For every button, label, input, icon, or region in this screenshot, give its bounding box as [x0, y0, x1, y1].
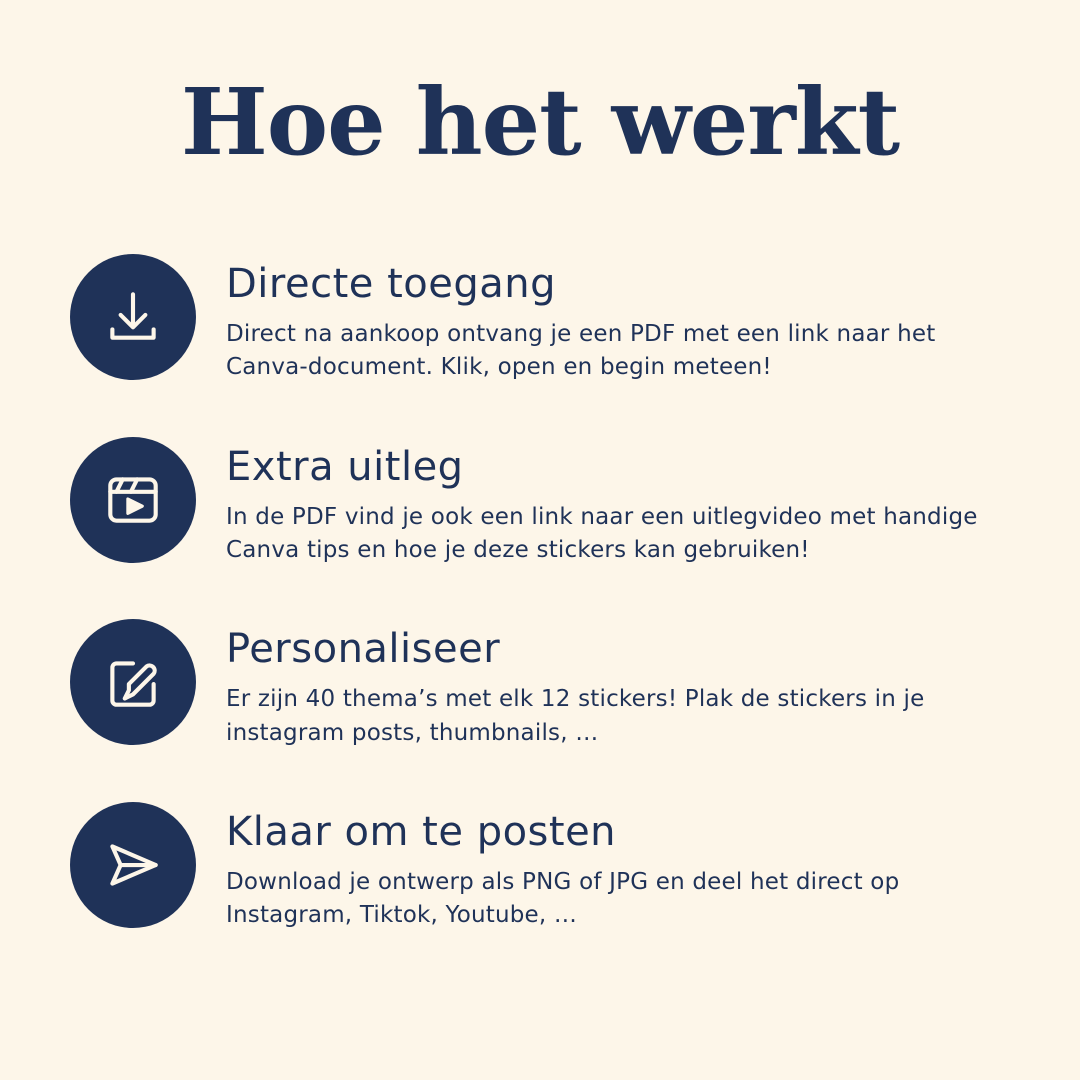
step-title: Extra uitleg	[226, 443, 464, 490]
list-item	[0, 431, 1080, 568]
step-title: Directe toegang	[226, 261, 556, 307]
list-item	[0, 796, 1080, 933]
video-player-icon	[70, 437, 196, 563]
step-text	[226, 796, 1010, 933]
step-title: Klaar om te posten	[226, 809, 617, 856]
step-text	[226, 431, 1010, 568]
page-title: Hoe het werkt	[180, 68, 900, 176]
edit-pencil-icon	[70, 619, 196, 745]
step-description: Er zijn 40 thema’s met elk 12 stickers! Plak de stickers in je instagram posts, thumbnails, …	[226, 686, 925, 746]
step-description: Download je ontwerp als PNG of JPG en deel het direct op Instagram, Tiktok, Youtube, …	[226, 869, 900, 929]
step-text	[226, 248, 1010, 385]
step-text	[226, 613, 1010, 750]
download-icon	[70, 254, 196, 380]
list-item	[0, 248, 1080, 385]
step-description: In de PDF vind je ook een link naar een uitlegvideo met handige Canva tips en hoe je deze stickers kan gebruiken!	[226, 503, 978, 564]
step-title: Personaliseer	[226, 626, 501, 673]
send-paper-plane-icon	[70, 802, 196, 928]
steps-list	[0, 248, 1080, 979]
list-item	[0, 613, 1080, 750]
step-description: Direct na aankoop ontvang je een PDF met een link naar het Canva-document. Klik, open en begin meteen!	[226, 321, 936, 381]
